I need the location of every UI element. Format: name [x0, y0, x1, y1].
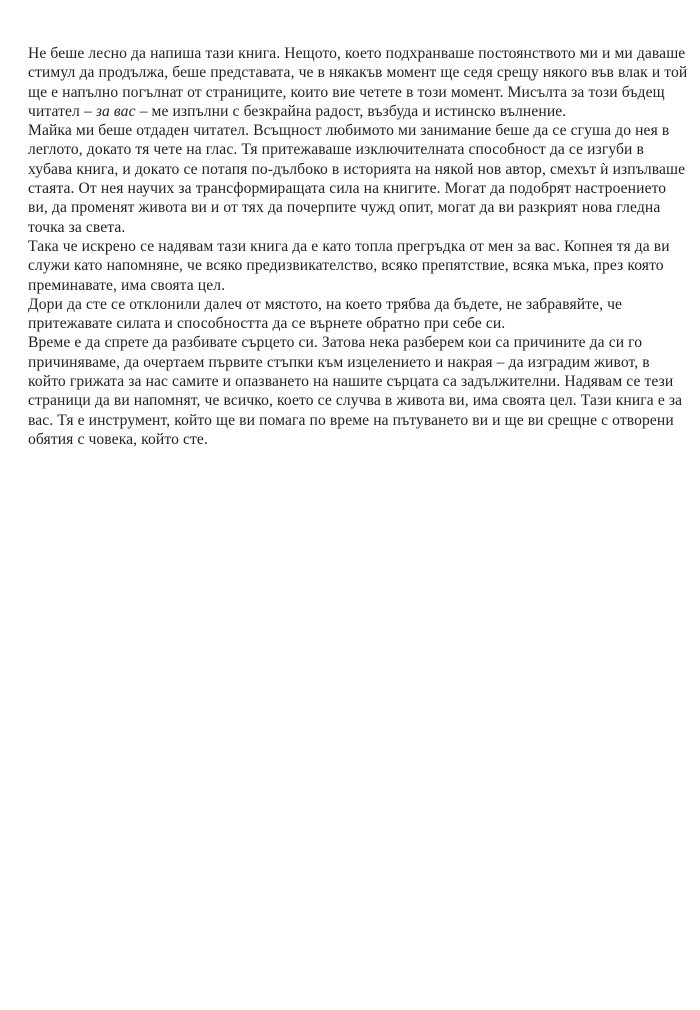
paragraph-4: Дори да сте се отклонили далеч от мястото, на което трябва да бъдете, не забравяйте, че притежавате силата и способността да се върнете обратно при себе си. [28, 295, 623, 333]
body-text [28, 44, 688, 449]
paragraph-1-text-after: – ме изпълни с безкрайна радост, възбуда и истинско вълнение. [135, 102, 567, 120]
paragraph-3: Така че искрено се надявам тази книга да е като топла прегръдка от мен за вас. Копнея тя да ви служи като напомняне, че всяко предизвикателство, всяко препятствие, всяка мъка, през която преминавате, има своята цел. [28, 237, 670, 294]
paragraph-5: Време е да спрете да разбивате сърцето си. Затова нека разберем кои са причините да си го причиняваме, да очертаем първите стъпки към изцелението и накрая – да изградим живот, в който грижата за нас самите и опазването на нашите сърцата са задължителни. Надявам се тези страници да ви напомнят, че всичко, което се случва в живота ви, има своята цел. Тази книга е за вас. Тя е инструмент, който ще ви помага по време на пътуването ви и ще ви срещне с отворени обятия с човека, който сте. [28, 334, 683, 448]
paragraph-2: Майка ми беше отдаден читател. Всъщност любимото ми занимание беше да се сгуша до нея в леглото, докато тя чете на глас. Тя притежаваше изключителната способност да се изгуби в хубава книга, и докато се потапя по-дълбоко в историята на някой нов автор, смехът ѝ изпълваше стаята. От нея научих за трансформиращата сила на книгите. Могат да подобрят настроението ви, да променят живота ви и от тях да почерпите чужд опит, могат да ви разкрият нова гледна точка за света. [28, 122, 686, 236]
paragraph-1-text-before: Не беше лесно да напиша тази книга. Нещото, което подхранваше постоянството ми и ми даваше стимул да продължа, беше представата, че в някакъв момент ще седя срещу някого във влак и той ще е напълно погълнат от страниците, които вие четете в този момент. Мисълта за този бъдещ читател – [28, 45, 688, 120]
paragraph-1 [28, 44, 688, 121]
paragraph-1-emphasis: за вас [95, 102, 136, 120]
